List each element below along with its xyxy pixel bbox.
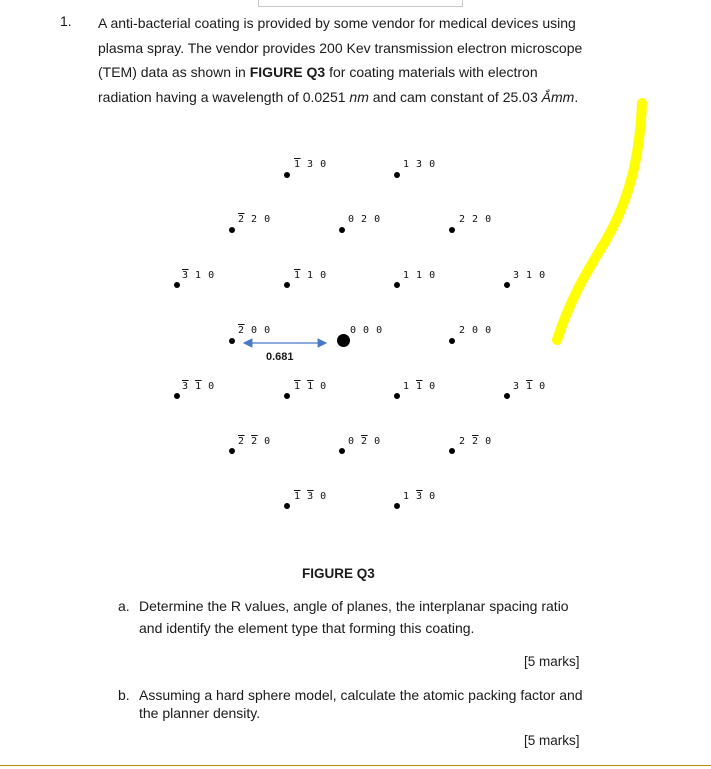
spot-label-m3m1: 3 1 0: [182, 381, 215, 392]
spot-label-m1m3: 1 3 0: [294, 491, 327, 502]
part-a-marks: [5 marks]: [524, 654, 580, 669]
spot-label-p3m1: 3 1 0: [513, 381, 546, 392]
spot-label-m220: 2 2 0: [238, 214, 271, 225]
spot-label-p020: 0 2 0: [348, 214, 381, 225]
spot-label-p000: 0 0 0: [350, 325, 383, 336]
spot-label-p220: 2 2 0: [459, 214, 492, 225]
spot-label-m1m1: 1 1 0: [294, 381, 327, 392]
spot-label-p310: 3 1 0: [513, 270, 546, 281]
figure-reference: FIGURE Q3: [249, 64, 326, 80]
part-a-label: a.: [118, 598, 130, 614]
spot-label-p1m1: 1 1 0: [403, 381, 436, 392]
unit-angstrom-mm: Ắmm: [541, 88, 575, 105]
figure-caption: FIGURE Q3: [302, 566, 375, 581]
question-text-part1: A anti-bacterial coating is provided by some vendor for medical devices using plasma spray. The vendor provides 200 Kev transmission electron microscope (TEM) data as shown in: [98, 15, 583, 80]
part-b-marks: [5 marks]: [524, 733, 580, 748]
question-text-part3: and cam constant of 25.03: [368, 88, 542, 105]
spot-label-p130: 1 3 0: [403, 159, 436, 170]
part-a-text: Determine the R values, angle of planes, the interplanar spacing ratio and identify the element type that forming this coating.: [139, 598, 569, 636]
spot-label-p2m2: 2 2 0: [459, 436, 492, 447]
part-b-text: Assuming a hard sphere model, calculate the atomic packing factor and the planner density.: [139, 687, 583, 721]
yellow-highlighter-stroke: [557, 103, 642, 340]
spot-label-m2m2: 2 2 0: [238, 436, 271, 447]
question-text-part2: for coating materials with electron radiation having a wavelength of 0.0251: [98, 64, 538, 105]
measurement-label: 0.681: [266, 351, 294, 363]
unit-nm: nm: [349, 88, 369, 105]
question-text-end: .: [574, 88, 579, 105]
spot-label-p0m2: 0 2 0: [348, 436, 381, 447]
spot-label-m110: 1 1 0: [294, 270, 327, 281]
spot-label-p110: 1 1 0: [403, 270, 436, 281]
part-b-label: b.: [118, 687, 130, 703]
question-number: 1.: [60, 13, 72, 29]
spot-label-m310: 3 1 0: [182, 270, 215, 281]
spot-label-p1m3: 1 3 0: [403, 491, 436, 502]
spot-label-p200: 2 0 0: [459, 325, 492, 336]
page-bottom-rule: [0, 765, 711, 766]
spot-label-m200: 2 0 0: [238, 325, 271, 336]
spot-label-m130: 1 3 0: [294, 159, 327, 170]
